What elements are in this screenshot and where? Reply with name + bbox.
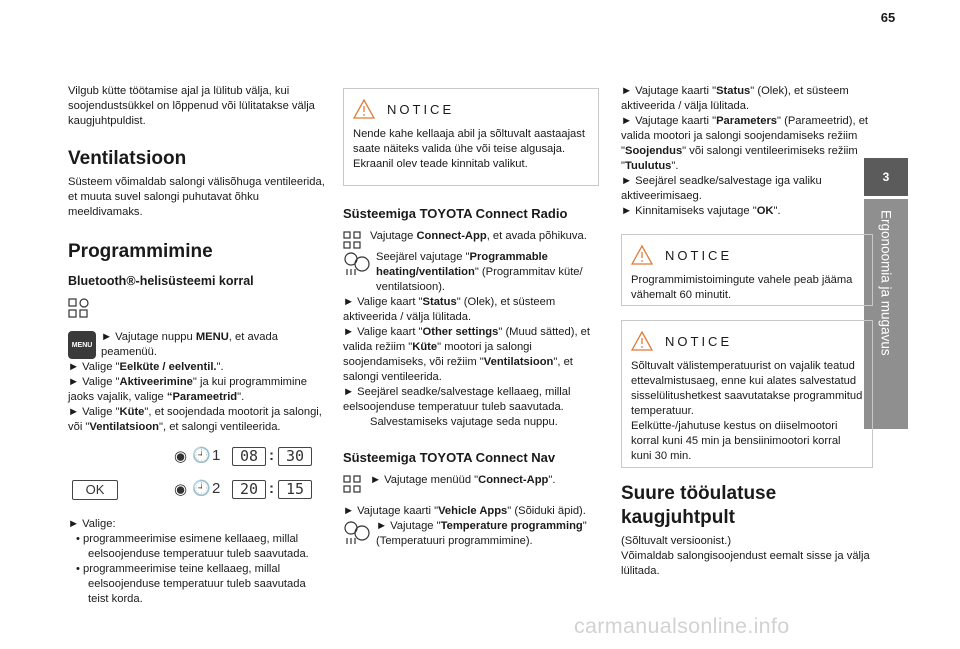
radio-step-5: ► Seejärel seadke/salvestage kellaaeg, millal eelsoojenduse temperatuur tuleb saavutada. — [343, 386, 571, 413]
remote-text: (Sõltuvalt versioonist.) Võimaldab salongisoojendust eemalt sisse ja välja lülitada. — [621, 535, 870, 577]
select-label: ► Valige: — [68, 518, 116, 530]
connect-app-icon — [343, 230, 365, 250]
programming-heading: Programmimine — [68, 241, 213, 262]
heating-ventilation-icon — [343, 251, 371, 277]
radio-dot-icon: ◉ — [174, 448, 188, 465]
remote-heading: Suure tööulatuse kaugjuhtpult — [621, 483, 777, 528]
column-left — [68, 84, 326, 607]
menu-button-icon: MENU — [68, 331, 96, 359]
bluetooth-heading: Bluetooth®-helisüsteemi korral — [68, 274, 254, 288]
colon-1: : — [269, 447, 274, 464]
bullet-first-time: • programmeerimise esimene kellaaeg, millal eelsoojenduse temperatuur tuleb saavutada. — [76, 533, 309, 560]
temperature-programming-icon — [343, 520, 371, 546]
nav-step-1: ► Vajutage menüüd "Connect-App". — [370, 474, 556, 486]
notice-title-3: NOTICE — [665, 333, 733, 349]
notice-title-2: NOTICE — [665, 247, 733, 263]
program-1-label: 1 — [212, 447, 221, 464]
notice-text-3: Sõltuvalt välistemperatuurist on vajalik teatud ettevalmistusaeg, enne kui alates salvestatud sisselülitushetkest saavutatakse programmitud temperatuur. Eelkütte-/jahutuse kestus on diiselmootori korral kuni 45 min ja bensiinimootori korral kuni 30 min. — [631, 360, 863, 462]
nav-step-parameters: ► Vajutage kaarti "Parameters" (Parameetrid), et valida mootori ja salongi soojendamiseks režiim "Soojendus" või salongi ventileerimiseks režiim "Tuulutus". — [621, 115, 869, 172]
notice-box-3 — [621, 320, 873, 468]
bullet-second-time: • programmeerimise teine kellaaeg, millal eelsoojenduse temperatuur tuleb saavutada teist korda. — [76, 563, 306, 605]
warning-icon — [353, 99, 375, 119]
intro-text: Vilgub kütte töötamise ajal ja lülitub välja, kui soojendustsükkel on lõppenud või lülitatakse välja kaugjuhtpuldist. — [68, 85, 315, 127]
radio-step-3: ► Valige kaart "Status" (Olek), et süsteem aktiveerida / välja lülitada. — [343, 296, 556, 323]
step-press-menu: ► Vajutage nuppu MENU, et avada peamenüü. — [101, 331, 278, 358]
notice-text: Nende kahe kellaaja abil ja sõltuvalt aastaajast saate näiteks valida ühe või teise algusaja. Ekraanil olev teade kinnitab valikut. — [353, 128, 585, 170]
column-middle — [343, 88, 599, 549]
radio-dot-icon-2: ◉ — [174, 481, 188, 498]
radio-step-2: Seejärel vajutage "Programmable heating/ventilation" (Programmitav küte/ ventilatsioon). — [376, 251, 583, 293]
nav-step-confirm: ► Kinnitamiseks vajutage "OK". — [621, 205, 781, 217]
notice-box-2 — [621, 234, 873, 306]
minute-field-2: 15 — [278, 480, 312, 499]
nav-step-3: ► Vajutage "Temperature programming" (Temperatuuri programmimine). — [376, 520, 587, 547]
chapter-number-tab: 3 — [864, 158, 908, 196]
chapter-title: Ergonoomia ja mugavus — [878, 210, 894, 356]
nav-step-set-time: ► Seejärel seadke/salvestage iga valiku aktiveerimisaeg. — [621, 175, 822, 202]
connect-app-icon-2 — [343, 474, 365, 494]
nav-step-2: ► Vajutage kaarti "Vehicle Apps" (Sõiduki äpid). — [343, 505, 586, 517]
step-select-activation: ► Valige "Aktiveerimine" ja kui programmimine jaoks vajalik, valige “Parameetrid". — [68, 376, 307, 403]
connect-app-icon — [68, 297, 326, 324]
column-right — [621, 84, 873, 579]
notice-text-2: Programmimistoimingute vahele peab jääma vähemalt 60 minutit. — [631, 274, 853, 301]
hour-field-1: 08 — [232, 447, 266, 466]
radio-step-1: Vajutage Connect-App, et avada põhikuva. — [370, 230, 587, 242]
colon-2: : — [269, 480, 274, 497]
clock-icon: 🕘 — [192, 447, 211, 464]
program-2-label: 2 — [212, 480, 221, 497]
hour-field-2: 20 — [232, 480, 266, 499]
ok-button-illustration: OK — [72, 480, 118, 500]
clock-icon-2: 🕘 — [192, 480, 211, 497]
radio-heading: Süsteemiga TOYOTA Connect Radio — [343, 206, 568, 221]
step-select-heating: ► Valige "Küte", et soojendada mootorit ja salongi, või "Ventilatsioon", et salongi ventileerida. — [68, 406, 322, 433]
warning-icon-2 — [631, 245, 653, 265]
ventilation-text: Süsteem võimaldab salongi välisõhuga ventileerida, et muuta suvel salongi puhutavat õhku meeldivamaks. — [68, 176, 325, 218]
watermark: carmanualsonline.info — [574, 614, 790, 638]
warning-icon-3 — [631, 331, 653, 351]
radio-step-4: ► Valige kaart "Other settings" (Muud sätted), et valida režiim "Küte" mootori ja salongi soojendamiseks, või režiim "Ventilatsioon", et salongi ventileerida. — [343, 326, 591, 383]
minute-field-1: 30 — [278, 447, 312, 466]
notice-box-1 — [343, 88, 599, 186]
nav-heading: Süsteemiga TOYOTA Connect Nav — [343, 450, 556, 465]
notice-title: NOTICE — [387, 101, 455, 117]
nav-step-status: ► Vajutage kaarti "Status" (Olek), et süsteem aktiveerida / välja lülitada. — [621, 85, 849, 112]
page-number: 65 — [880, 10, 896, 25]
step-select-preheat: ► Valige "Eelküte / eelventil.". — [68, 361, 224, 373]
radio-step-6: Salvestamiseks vajutage seda nuppu. — [370, 416, 558, 428]
clock-display-illustration — [68, 447, 326, 507]
ventilation-heading: Ventilatsioon — [68, 148, 187, 169]
